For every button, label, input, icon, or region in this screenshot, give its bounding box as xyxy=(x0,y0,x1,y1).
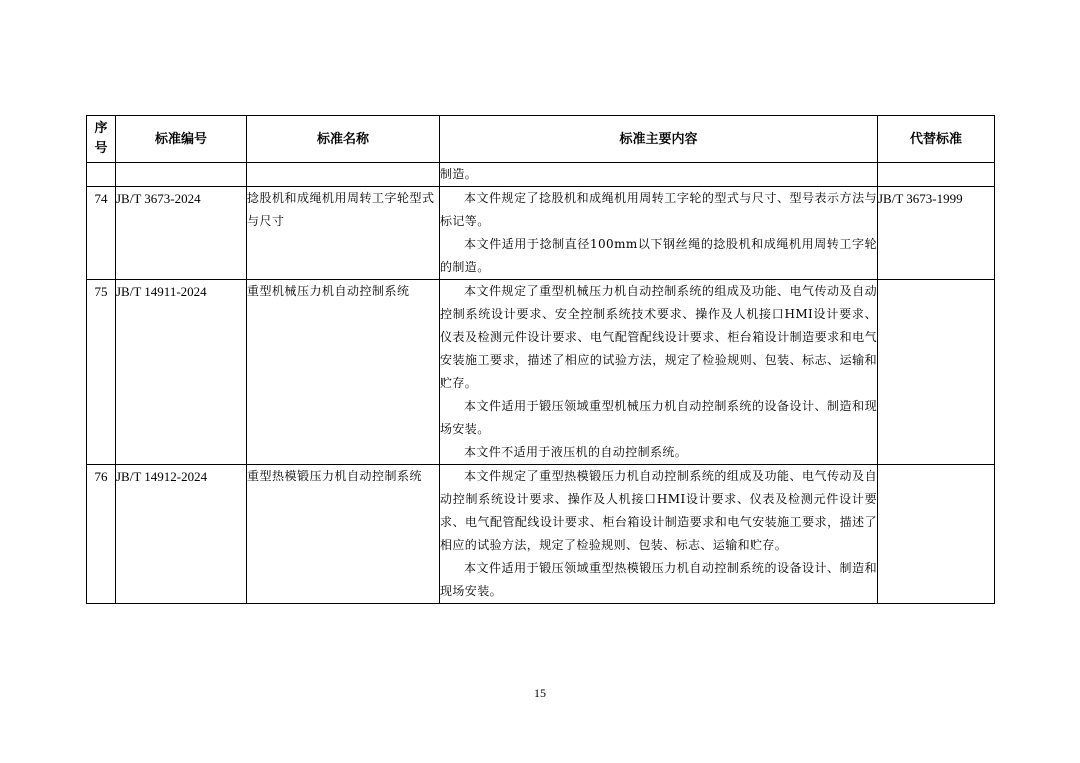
cell-empty xyxy=(247,163,440,187)
seq-cell: 75 xyxy=(87,280,116,465)
standard-code-cell: JB/T 14912-2024 xyxy=(116,465,247,604)
table-row xyxy=(87,187,995,280)
content-paragraph: 本文件不适用于液压机的自动控制系统。 xyxy=(464,445,688,459)
content-cell xyxy=(440,465,878,604)
table-row xyxy=(87,280,995,465)
content-cell xyxy=(440,187,878,280)
standards-table xyxy=(86,115,995,604)
header-code: 标准编号 xyxy=(116,116,247,163)
replaces-cell xyxy=(878,280,995,465)
standard-name-cell: 捻股机和成绳机用周转工字轮型式与尺寸 xyxy=(247,187,440,280)
standard-code-cell: JB/T 3673-2024 xyxy=(116,187,247,280)
content-cell xyxy=(440,163,878,187)
seq-cell: 76 xyxy=(87,465,116,604)
continuation-row xyxy=(87,163,995,187)
cell-empty xyxy=(878,163,995,187)
cell-empty xyxy=(87,163,116,187)
page-number: 15 xyxy=(534,686,546,700)
standard-name-cell: 重型热模锻压力机自动控制系统 xyxy=(247,465,440,604)
standard-code-cell: JB/T 14911-2024 xyxy=(116,280,247,465)
header-replaces: 代替标准 xyxy=(878,116,995,163)
content-paragraph: 本文件适用于捻制直径100mm以下钢丝绳的捻股机和成绳机用周转工字轮的制造。 xyxy=(440,237,877,274)
table-row xyxy=(87,465,995,604)
seq-cell: 74 xyxy=(87,187,116,280)
content-paragraph: 本文件规定了重型热模锻压力机自动控制系统的组成及功能、电气传动及自动控制系统设计要求、操作及人机接口HMI设计要求、仪表及检测元件设计要求、电气配管配线设计要求、柜台箱设计制造要求和电气安装施工要求，描述了相应的试验方法，规定了检验规则、包装、标志、运输和贮存。 xyxy=(440,469,877,552)
header-row xyxy=(87,116,995,163)
content-paragraph: 本文件规定了捻股机和成绳机用周转工字轮的型式与尺寸、型号表示方法与标记等。 xyxy=(440,191,877,228)
replaces-cell: JB/T 3673-1999 xyxy=(878,187,995,280)
content-paragraph: 本文件适用于锻压领域重型机械压力机自动控制系统的设备设计、制造和现场安装。 xyxy=(440,399,877,436)
header-content: 标准主要内容 xyxy=(440,116,878,163)
cell-empty xyxy=(116,163,247,187)
content-paragraph: 本文件规定了重型机械压力机自动控制系统的组成及功能、电气传动及自动控制系统设计要求、安全控制系统技术要求、操作及人机接口HMI设计要求、仪表及检测元件设计要求、电气配管配线设计要求、柜台箱设计制造要求和电气安装施工要求，描述了相应的试验方法，规定了检验规则、包装、标志、运输和贮存。 xyxy=(440,284,877,390)
header-seq: 序号 xyxy=(87,116,116,163)
content-cell xyxy=(440,280,878,465)
standard-name-cell: 重型机械压力机自动控制系统 xyxy=(247,280,440,465)
header-name: 标准名称 xyxy=(247,116,440,163)
replaces-cell xyxy=(878,465,995,604)
content-paragraph: 制造。 xyxy=(440,167,478,181)
content-paragraph: 本文件适用于锻压领域重型热模锻压力机自动控制系统的设备设计、制造和现场安装。 xyxy=(440,561,877,598)
